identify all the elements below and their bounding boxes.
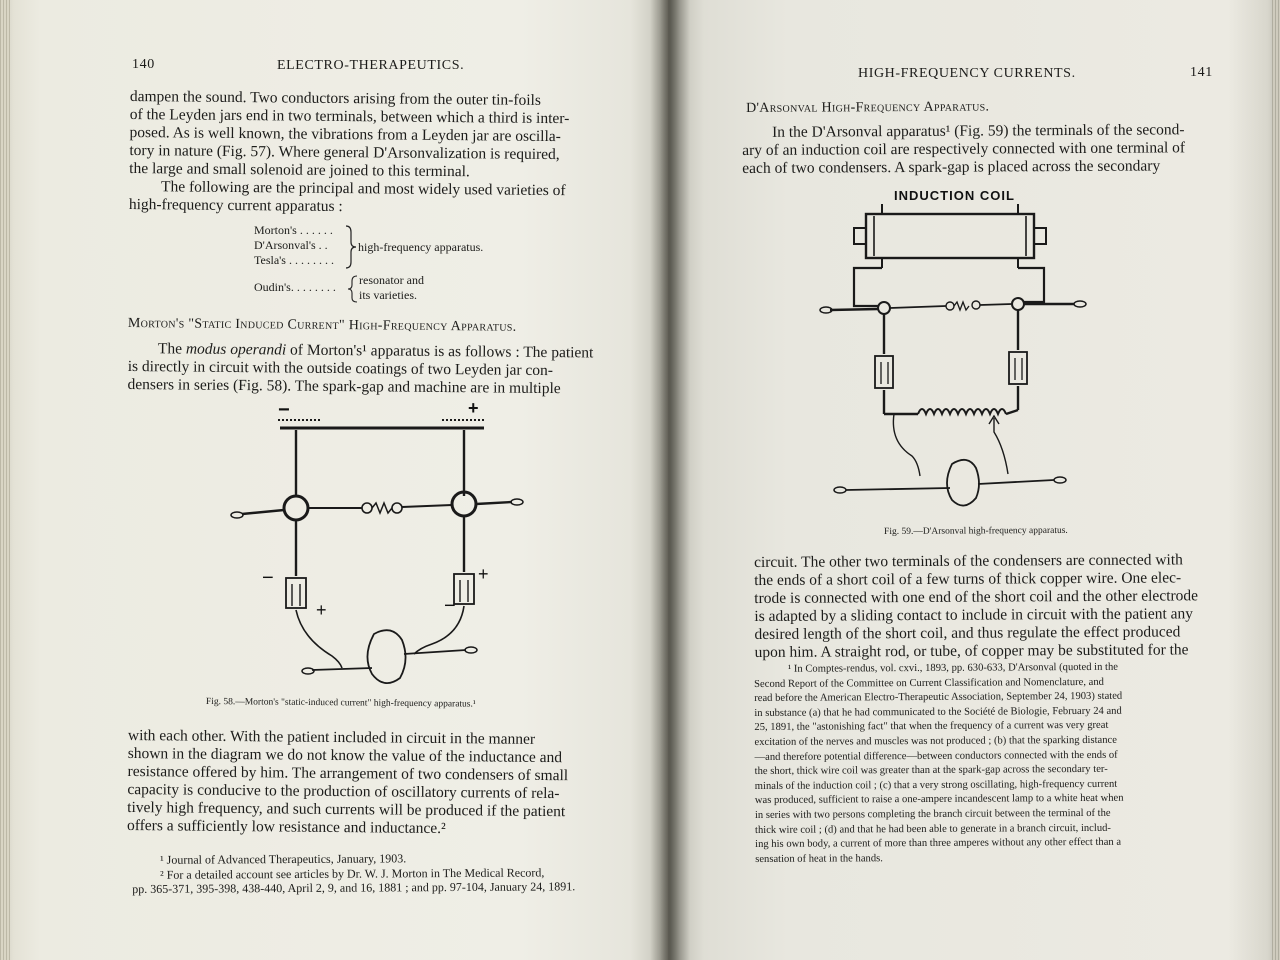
paragraph-1 (129, 88, 570, 218)
text-line: offers a sufficiently low resistance and inductance.² (126, 816, 446, 838)
text-line: high-frequency current apparatus : (128, 195, 343, 216)
text-line: circuit. The other two terminals of the condensers are connected with (754, 551, 1183, 571)
footnote-line: ing his own body, a current of more than three amperes without any other effect than a (755, 836, 1122, 851)
text-line: tory in nature (Fig. 57). Where general D'Arsonvalization is required, (129, 141, 560, 164)
variety-group-label: high-frequency apparatus. (358, 240, 484, 254)
text-run: The (157, 340, 186, 358)
footnote-line: minals of the induction coil ; (c) that a very strong oscillating, high-frequency current (754, 778, 1118, 792)
brace-icon (347, 274, 359, 304)
figure-59-diagram (818, 178, 1118, 518)
brace-icon (343, 224, 359, 270)
variety-tesla: Tesla's . . . . . . . . (254, 253, 334, 267)
figure-58-caption: Fig. 58.—Morton's "static-induced current" high-frequency apparatus.¹ (205, 697, 476, 710)
book-gutter (650, 0, 690, 960)
text-line: the large and small solenoid are joined to this terminal. (129, 159, 470, 181)
footnotes (132, 850, 575, 896)
text-line: the ends of a short coil of a few turns of thick copper wire. One elec- (754, 569, 1182, 589)
minus-sign: − (444, 595, 456, 617)
text-line: upon him. A straight rod, or tube, of copper may be substituted for the (754, 641, 1189, 661)
footnote-line: —and therefore potential difference—between conductors connected with the ends of (754, 749, 1118, 763)
text-run: of Morton's¹ apparatus is as follows : The patient (286, 341, 594, 362)
footnote-line: the short, thick wire coil was greater than at the spark-gap across the secondary ter- (754, 763, 1108, 778)
minus-sign: − (262, 567, 274, 589)
varieties-list (254, 223, 334, 268)
text-line: of the Leyden jars end in two terminals, between which a third is inter- (129, 105, 570, 128)
footnote-line: in substance (a) that he had communicated to the Société de Biologie, February 24 and (754, 705, 1122, 719)
page-number: 141 (1190, 65, 1213, 80)
text-line: densers in series (Fig. 58). The spark-gap and machine are in multiple (127, 375, 561, 398)
text-line: trode is connected with one end of the short coil and the other electrode (754, 587, 1199, 607)
footnote-line: excitation of the nerves and muscles was not produced ; (b) that the sparking distance (754, 734, 1117, 748)
text-line: shown in the diagram we do not know the value of the inductance and (127, 744, 563, 767)
footnote-line: was produced, sufficient to raise a one-ampere incandescent lamp to a white heat when (754, 793, 1124, 807)
variety-oudin-label: Oudin's. . . . . . . . (254, 280, 336, 294)
text-line: each of two condensers. A spark-gap is placed across the secondary (742, 157, 1161, 177)
variety-oudin (254, 280, 336, 295)
page-stack-edge (1272, 0, 1280, 960)
footnote-line: in series with two persons completing the branch circuit between the terminal of the (754, 807, 1111, 821)
text-line: posed. As is well known, the vibrations from a Leyden jar are oscilla- (129, 123, 561, 146)
section-heading: D'Arsonval High-Frequency Apparatus. (746, 99, 990, 116)
induction-coil-label: INDUCTION COIL (894, 188, 1015, 203)
running-head: HIGH-FREQUENCY CURRENTS. (858, 66, 1076, 81)
figure-58-diagram (222, 398, 552, 690)
variety-morton: Morton's . . . . . . (254, 223, 333, 237)
text-line: dampen the sound. Two conductors arising from the outer tin-foils (129, 88, 542, 109)
footnote-2: ² For a detailed account see articles by Dr. W. J. Morton in The Medical Record, (160, 864, 545, 882)
text-line: resistance offered by him. The arrangement of two condensers of small (127, 762, 569, 785)
plus-sign: + (316, 600, 327, 620)
footnote-line: ¹ In Comptes-rendus, vol. cxvi., 1893, pp. 630-633, D'Arsonval (quoted in the (788, 661, 1118, 675)
oudin-label (359, 273, 424, 302)
text-line: resonator and (359, 273, 424, 287)
paragraph-3 (127, 340, 593, 398)
text-line: is directly in circuit with the outside coatings of two Leyden jar con- (127, 357, 554, 380)
paragraph-2 (754, 551, 1198, 662)
paragraph-1 (742, 121, 1185, 178)
text-line: tively high frequency, and such currents will be produced if the patient (127, 798, 566, 821)
footnote-2-cont: pp. 365-371, 395-398, 438-440, April 2, 9, and 16, 1881 ; and pp. 97-104, January 24, 1891. (132, 879, 576, 896)
footnote-1: ¹ Journal of Advanced Therapeutics, January, 1903. (159, 851, 407, 867)
figure-59-caption: Fig. 59.—D'Arsonval high-frequency apparatus. (884, 525, 1068, 537)
text-line: is adapted by a sliding contact to include in circuit with the patient any (754, 605, 1194, 625)
footnote-line: sensation of heat in the hands. (755, 852, 883, 865)
text-line: The following are the principal and most widely used varieties of (160, 178, 566, 200)
running-head: ELECTRO-THERAPEUTICS. (277, 58, 465, 73)
text-line: capacity is conducive to the production of oscillatory currents of rela- (127, 780, 560, 803)
right-page (668, 0, 1280, 960)
text-line: its varieties. (359, 287, 417, 302)
minus-sign: − (278, 399, 290, 421)
page-stack-edge (0, 0, 10, 960)
text-line: desired length of the short coil, and thus regulate the effect produced (754, 623, 1181, 643)
section-heading: Morton's "Static Induced Current" High-Frequency Apparatus. (127, 316, 517, 335)
italic-term: modus operandi (185, 340, 287, 359)
text-line: In the D'Arsonval apparatus¹ (Fig. 59) the terminals of the second- (771, 121, 1185, 141)
plus-sign: + (468, 398, 479, 418)
paragraph-4 (127, 727, 569, 839)
footnote-line: read before the American Electro-Therapeutic Association, September 24, 1903) stated (754, 690, 1123, 705)
footnote-line: 25, 1891, the "astonishing fact" that when the frequency of a current was very great (754, 720, 1109, 734)
variety-darsonval: D'Arsonval's . . (254, 238, 328, 252)
footnote-line: thick wire coil ; (d) and that he had been able to generate in a branch circuit, includ- (754, 822, 1111, 836)
page-number: 140 (132, 57, 155, 72)
text-line: ary of an induction coil are respectively connected with one terminal of (742, 139, 1186, 159)
text-line: with each other. With the patient included in circuit in the manner (127, 727, 536, 748)
footnote (754, 661, 1124, 868)
plus-sign: + (478, 564, 489, 584)
footnote-line: Second Report of the Committee on Current Classification and Nomenclature, and (754, 676, 1104, 690)
